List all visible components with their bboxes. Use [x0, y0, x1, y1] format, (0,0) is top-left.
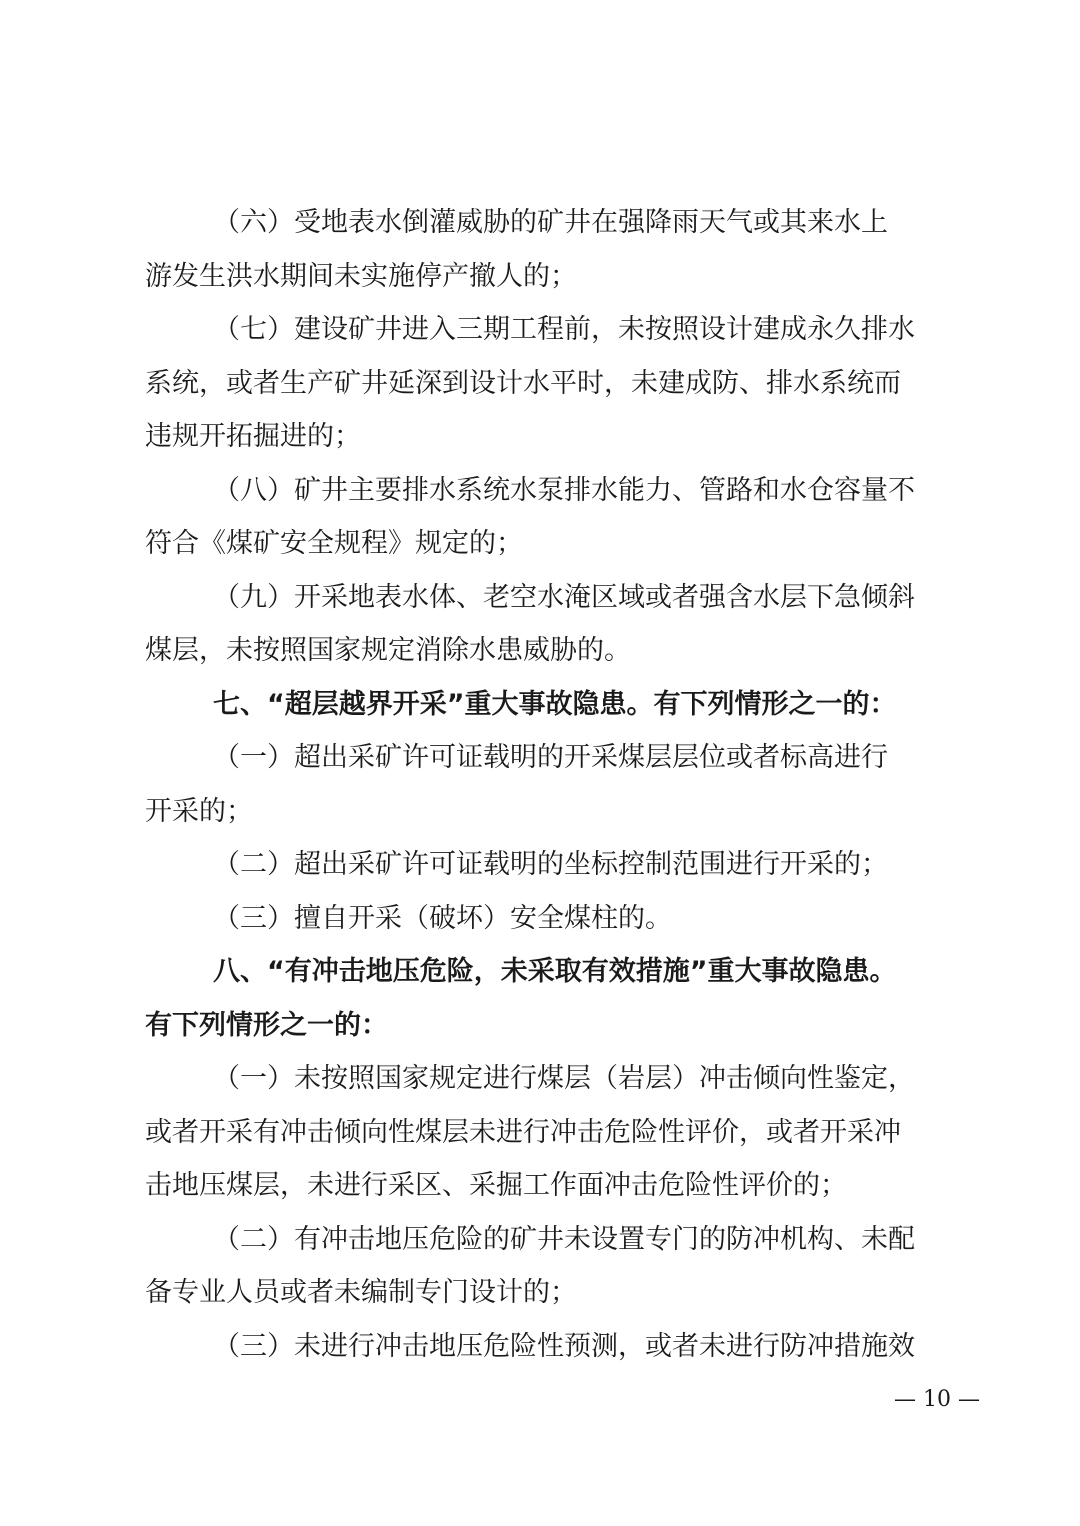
paragraph-line: 符合《煤矿安全规程》规定的；: [145, 528, 523, 559]
page-number: — 10 —: [894, 1387, 980, 1412]
document-body: [145, 196, 945, 1373]
paragraph-line: 煤层，未按照国家规定消除水患威胁的。: [145, 635, 631, 666]
paragraph-line: 备专业人员或者未编制专门设计的；: [145, 1277, 577, 1308]
paragraph-line: 系统，或者生产矿井延深到设计水平时，未建成防、排水系统而: [145, 367, 901, 399]
paragraph-line: （六）受地表水倒灌威胁的矿井在强降雨天气或其来水上: [213, 207, 888, 238]
section-heading: 七、“超层越界开采”重大事故隐患。有下列情形之一的：: [213, 688, 897, 720]
section-heading: 有下列情形之一的：: [145, 1009, 388, 1041]
paragraph-line: （一）超出采矿许可证载明的开采煤层层位或者标高进行: [213, 742, 888, 773]
paragraph-line: 违规开拓掘进的；: [145, 421, 361, 452]
paragraph-line: 或者开采有冲击倾向性煤层未进行冲击危险性评价，或者开采冲: [145, 1116, 901, 1148]
paragraph-line: （三）未进行冲击地压危险性预测，或者未进行防冲措施效: [213, 1330, 915, 1362]
section-heading: 八、“有冲击地压危险，未采取有效措施”重大事故隐患。: [213, 956, 897, 987]
paragraph-line: （三）擅自开采（破坏）安全煤柱的。: [213, 902, 672, 934]
paragraph-line: （二）超出采矿许可证载明的坐标控制范围进行开采的；: [213, 849, 888, 880]
paragraph-line: 击地压煤层，未进行采区、采掘工作面冲击危险性评价的；: [145, 1170, 847, 1201]
paragraph-line: （九）开采地表水体、老空水淹区域或者强含水层下急倾斜: [213, 581, 915, 613]
paragraph-line: （一）未按照国家规定进行煤层（岩层）冲击倾向性鉴定，: [213, 1063, 915, 1094]
paragraph-line: 游发生洪水期间未实施停产撤人的；: [145, 260, 577, 292]
paragraph-line: （八）矿井主要排水系统水泵排水能力、管路和水仓容量不: [213, 474, 915, 506]
paragraph-line: （七）建设矿井进入三期工程前，未按照设计建成永久排水: [213, 314, 915, 345]
paragraph-line: （二）有冲击地压危险的矿井未设置专门的防冲机构、未配: [213, 1223, 915, 1255]
paragraph-line: 开采的；: [145, 795, 253, 827]
